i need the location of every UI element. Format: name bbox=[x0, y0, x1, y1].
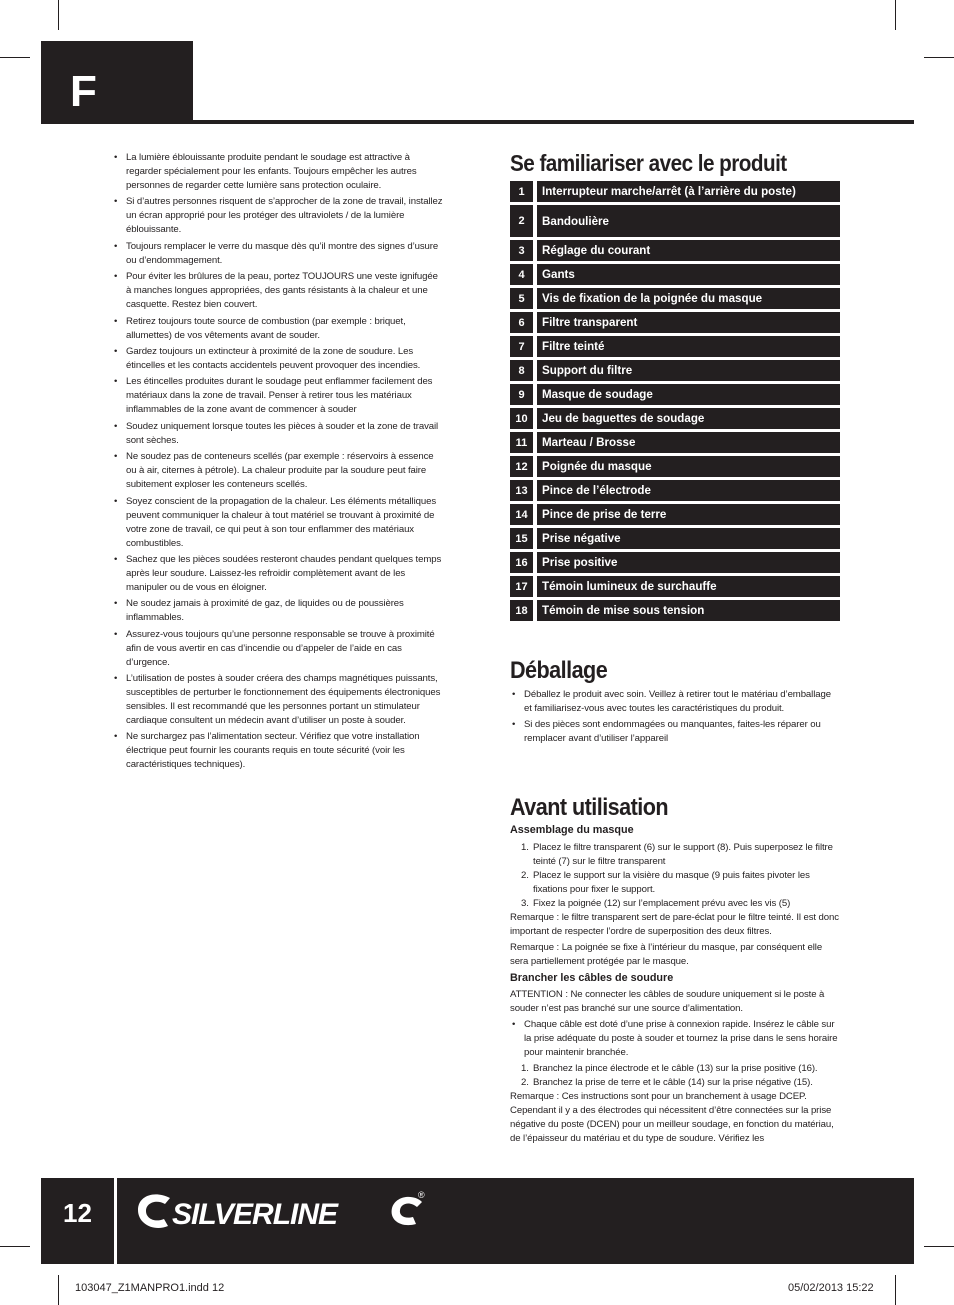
step-text: Fixez la poignée (12) sur l’emplacement prévu avec les vis (5) bbox=[533, 898, 791, 909]
part-label: Masque de soudage bbox=[537, 384, 840, 405]
part-number: 18 bbox=[510, 600, 533, 621]
part-label: Vis de fixation de la poignée du masque bbox=[537, 288, 840, 309]
footer-separator bbox=[114, 1178, 117, 1264]
safety-item: • L’utilisation de postes à souder créera des champs magnétiques puissants, susceptibles de perturber le fonctionnement des équipements électroniques sensibles. Il est recommandé que les personnes portant un stimulateur cardiaque consultent un médecin avant d’utiliser un poste à souder. bbox=[112, 672, 444, 728]
part-label: Prise négative bbox=[537, 528, 840, 549]
part-row bbox=[510, 480, 840, 501]
note: Remarque : La poignée se fixe à l’intérieur du masque, par conséquent elle sera partiellement protégée par le masque. bbox=[510, 942, 823, 967]
part-row bbox=[510, 264, 840, 285]
part-number: 11 bbox=[510, 432, 533, 453]
part-row bbox=[510, 205, 840, 237]
part-number: 17 bbox=[510, 576, 533, 597]
part-label: Pince de prise de terre bbox=[537, 504, 840, 525]
cable-step bbox=[510, 1076, 840, 1090]
brand-text: SILVERLINE bbox=[172, 1198, 338, 1231]
part-number: 7 bbox=[510, 336, 533, 357]
part-row bbox=[510, 576, 840, 597]
note: Remarque : le filtre transparent sert de pare-éclat pour le filtre teinté. Il est donc important de respecter l’ordre de superposition des deux filtres. bbox=[510, 912, 839, 937]
part-number: 3 bbox=[510, 240, 533, 261]
part-number: 15 bbox=[510, 528, 533, 549]
part-number: 2 bbox=[510, 205, 533, 237]
date-slug: 05/02/2013 15:22 bbox=[788, 1282, 874, 1294]
mask-step bbox=[510, 841, 840, 869]
part-number: 5 bbox=[510, 288, 533, 309]
part-row bbox=[510, 288, 840, 309]
part-row bbox=[510, 312, 840, 333]
safety-item: • Pour éviter les brûlures de la peau, portez TOUJOURS une veste ignifugée à manches longues appropriées, des gants résistants à la chaleur et une casquette. Restez bien couvert. bbox=[112, 270, 444, 312]
part-label: Filtre teinté bbox=[537, 336, 840, 357]
silverline-logo bbox=[134, 1186, 434, 1238]
attention-text: ATTENTION : Ne connecter les câbles de soudure uniquement si le poste à souder n’est pas branché sur une source d’alimentation. bbox=[510, 989, 825, 1014]
part-number: 14 bbox=[510, 504, 533, 525]
safety-item: • Toujours remplacer le verre du masque dès qu’il montre des signes d’usure ou d’endommagement. bbox=[112, 240, 444, 268]
familiarise-title: Se familiariser avec le produit bbox=[510, 150, 787, 176]
part-number: 1 bbox=[510, 181, 533, 202]
crop-mark bbox=[924, 1246, 954, 1247]
safety-column bbox=[112, 151, 444, 775]
mask-step bbox=[510, 869, 840, 897]
part-label: Gants bbox=[537, 264, 840, 285]
safety-item: • Sachez que les pièces soudées resteront chaudes pendant quelques temps après leur soudure. Laissez-les refroidir complètement avant de les manipuler ou de vous en éloigner. bbox=[112, 553, 444, 595]
part-row bbox=[510, 528, 840, 549]
mask-steps bbox=[510, 841, 840, 911]
safety-item: • Ne surchargez pas l’alimentation secteur. Vérifiez que votre installation électrique peut fournir les courants requis en toute sécurité (voir les caractéristiques techniques). bbox=[112, 730, 444, 772]
part-row bbox=[510, 336, 840, 357]
part-label: Support du filtre bbox=[537, 360, 840, 381]
unpacking-item: • Déballez le produit avec soin. Veillez à retirer tout le matériau d’emballage et familiarisez-vous avec toutes les caractéristiques du produit. bbox=[510, 688, 840, 716]
crop-mark bbox=[924, 57, 954, 58]
crop-mark bbox=[0, 1246, 30, 1247]
part-label: Témoin lumineux de surchauffe bbox=[537, 576, 840, 597]
unpacking-list bbox=[510, 688, 840, 746]
part-row bbox=[510, 552, 840, 573]
before-use-section bbox=[510, 823, 840, 1146]
cable-step bbox=[510, 1062, 840, 1076]
part-row bbox=[510, 432, 840, 453]
safety-item: • Les étincelles produites durant le soudage peut enflammer facilement des matériaux dans la zone de travail. Penser à retirer tous les matériaux inflammables de la zone avant de commencer à souder bbox=[112, 375, 444, 417]
step-number: 2. bbox=[521, 1077, 529, 1088]
safety-item: • Soyez conscient de la propagation de la chaleur. Les éléments métalliques peuvent communiquer la chaleur à tout matériel se trouvant à proximité de votre zone de travail, ce qui peut à son tour enflammer des matériaux combustibles. bbox=[112, 495, 444, 551]
part-number: 12 bbox=[510, 456, 533, 477]
part-number: 9 bbox=[510, 384, 533, 405]
part-label: Réglage du courant bbox=[537, 240, 840, 261]
page-number: 12 bbox=[63, 1198, 92, 1228]
safety-item: • Si d’autres personnes risquent de s’approcher de la zone de travail, installez un écran approprié pour les protéger des ultraviolets / de la lumière éblouissante. bbox=[112, 195, 444, 237]
part-label: Jeu de baguettes de soudage bbox=[537, 408, 840, 429]
mask-step bbox=[510, 897, 840, 911]
safety-item: • Soudez uniquement lorsque toutes les pièces à souder et la zone de travail sont sèches. bbox=[112, 420, 444, 448]
unpacking-section bbox=[510, 688, 840, 749]
step-number: 3. bbox=[521, 898, 529, 909]
step-text: Placez le support sur la visière du masque (9 puis faites pivoter les fixations pour fixer le support. bbox=[533, 870, 810, 895]
language-letter: F bbox=[70, 67, 97, 116]
part-row bbox=[510, 384, 840, 405]
step-text: Branchez la pince électrode et le câble (13) sur la prise positive (16). bbox=[533, 1063, 818, 1074]
part-row bbox=[510, 504, 840, 525]
safety-item: • Retirez toujours toute source de combustion (par exemple : briquet, allumettes) de vos vêtements avant de souder. bbox=[112, 315, 444, 343]
language-tab bbox=[41, 41, 193, 123]
part-label: Pince de l’électrode bbox=[537, 480, 840, 501]
part-row bbox=[510, 240, 840, 261]
part-label: Interrupteur marche/arrêt (à l’arrière du poste) bbox=[537, 181, 840, 202]
part-label: Témoin de mise sous tension bbox=[537, 600, 840, 621]
part-row bbox=[510, 456, 840, 477]
step-text: Placez le filtre transparent (6) sur le support (8). Puis superposez le filtre teinté (7) sur le filtre transparent bbox=[533, 842, 833, 867]
step-text: Branchez la prise de terre et le câble (14) sur la prise négative (15). bbox=[533, 1077, 813, 1088]
part-number: 6 bbox=[510, 312, 533, 333]
file-slug: 103047_Z1MANPRO1.indd 12 bbox=[75, 1282, 225, 1294]
safety-item: • Gardez toujours un extincteur à proximité de la zone de soudure. Les étincelles et les contacts accidentels peuvent provoquer des incendies. bbox=[112, 345, 444, 373]
unpacking-title: Déballage bbox=[510, 657, 608, 684]
cables-heading: Brancher les câbles de soudure bbox=[510, 972, 674, 984]
header-rule bbox=[41, 120, 914, 124]
crop-mark bbox=[895, 1275, 896, 1305]
safety-item: • Assurez-vous toujours qu’une personne responsable se trouve à proximité afin de vous avertir en cas d’incendie ou d’appeler de l’aide en cas d’urgence. bbox=[112, 628, 444, 670]
crop-mark bbox=[895, 0, 896, 30]
step-number: 1. bbox=[521, 842, 529, 853]
part-row bbox=[510, 600, 840, 621]
part-number: 4 bbox=[510, 264, 533, 285]
registered-mark: ® bbox=[418, 1190, 425, 1200]
mask-heading: Assemblage du masque bbox=[510, 824, 634, 836]
safety-item: • Ne soudez jamais à proximité de gaz, de liquides ou de poussières inflammables. bbox=[112, 597, 444, 625]
part-label: Prise positive bbox=[537, 552, 840, 573]
part-row bbox=[510, 360, 840, 381]
part-row bbox=[510, 408, 840, 429]
part-label: Bandoulière bbox=[537, 205, 840, 237]
safety-item: • Ne soudez pas de conteneurs scellés (par exemple : réservoirs à essence ou à air, citernes à pétrole). La chaleur produite par la soudure peut faire subitement exploser les conteneurs scellés. bbox=[112, 450, 444, 492]
part-number: 16 bbox=[510, 552, 533, 573]
step-number: 1. bbox=[521, 1063, 529, 1074]
cable-item: • Chaque câble est doté d’une prise à connexion rapide. Insérez le câble sur la prise adéquate du poste à souder et tournez la prise dans le sens horaire pour maintenir branchée. bbox=[510, 1018, 840, 1060]
part-number: 13 bbox=[510, 480, 533, 501]
part-label: Poignée du masque bbox=[537, 456, 840, 477]
part-label: Marteau / Brosse bbox=[537, 432, 840, 453]
part-number: 8 bbox=[510, 360, 533, 381]
note: Remarque : Ces instructions sont pour un branchement à usage DCEP. Cependant il y a des électrodes qui nécessitent d’être connectées sur la prise négative du poste (DCEN) pour un meilleur soudage, en fonction du matériau, de l’épaisseur du matériau et du type de soudure. Vérifiez les bbox=[510, 1091, 834, 1144]
part-number: 10 bbox=[510, 408, 533, 429]
part-label: Filtre transparent bbox=[537, 312, 840, 333]
cable-steps bbox=[510, 1062, 840, 1090]
crop-mark bbox=[58, 0, 59, 30]
safety-list bbox=[112, 151, 444, 772]
part-row bbox=[510, 181, 840, 202]
parts-list bbox=[510, 181, 840, 624]
cable-list bbox=[510, 1018, 840, 1060]
before-use-title: Avant utilisation bbox=[510, 794, 669, 821]
unpacking-item: • Si des pièces sont endommagées ou manquantes, faites-les réparer ou remplacer avant d’utiliser l’appareil bbox=[510, 718, 840, 746]
safety-item: • La lumière éblouissante produite pendant le soudage est attractive à regarder spécialement pour les enfants. Toujours empêcher les autres personnes de regarder cette lumière sans protection oculaire. bbox=[112, 151, 444, 193]
crop-mark bbox=[58, 1275, 59, 1305]
step-number: 2. bbox=[521, 870, 529, 881]
crop-mark bbox=[0, 57, 30, 58]
